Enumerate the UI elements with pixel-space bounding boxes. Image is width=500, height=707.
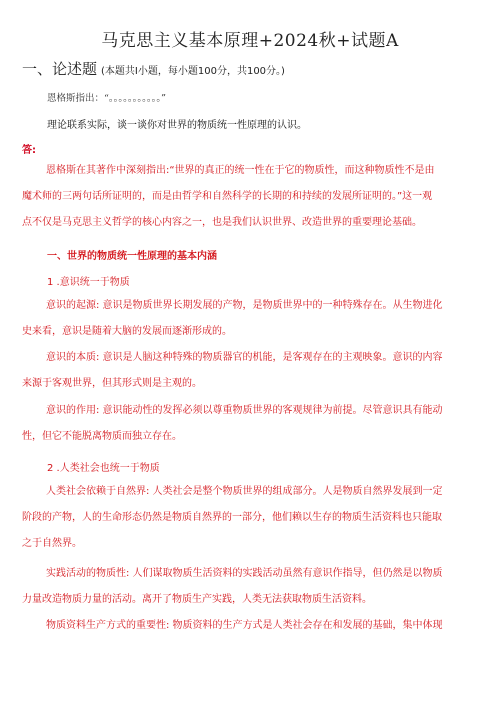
paragraph-line: 点不仅是马克思主义哲学的核心内容之一，也是我们认识世界、改造世界的重要理论基础。 bbox=[22, 217, 422, 228]
paragraph-line: 物质资料生产方式的重要性: 物质资料的生产方式是人类社会存在和发展的基础，集中体现 bbox=[46, 620, 443, 631]
subheading-consciousness: 1 .意识统一于物质 bbox=[47, 277, 130, 288]
subheading-society: 2 .人类社会也统一于物质 bbox=[47, 463, 160, 474]
paragraph-line: 之于自然界。 bbox=[22, 538, 82, 549]
paragraph-line: 史来看，意识是随着大脑的发展而逐渐形成的。 bbox=[22, 326, 232, 337]
paragraph-line: 力量改造物质力量的活动。离开了物质生产实践，人类无法获取物质生活资料。 bbox=[22, 594, 372, 605]
paragraph-line: 阶段的产物，人的生命形态仍然是物质自然界的一部分，他们赖以生存的物质生活资料也只能取 bbox=[22, 512, 442, 523]
heading-principle: 一、世界的物质统一性原理的基本内涵 bbox=[47, 251, 217, 262]
paragraph-line: 意识的作用: 意识能动性的发挥必须以尊重物质世界的客观规律为前提。尽管意识具有能动 bbox=[46, 405, 443, 416]
question-text: 理论联系实际，谈一谈你对世界的物质统一性原理的认识。 bbox=[47, 120, 307, 131]
paragraph-nature bbox=[22, 345, 482, 397]
paragraph-line: 恩格斯在其著作中深刻指出:“世界的真正的统一性在于它的物质性，而这种物质性不是由 bbox=[46, 165, 435, 176]
intro-paragraph bbox=[22, 158, 482, 236]
answer-label: 答: bbox=[22, 145, 36, 156]
paragraph-practice bbox=[22, 561, 482, 613]
section-heading-text: 一、论述题 bbox=[22, 60, 98, 78]
quote-line: 恩格斯指出：“。。。。。。。。。。。” bbox=[47, 93, 166, 104]
paragraph-role bbox=[22, 398, 482, 450]
section-note: (本题共I小题，每小题100分，共100分。) bbox=[101, 66, 285, 77]
paragraph-line: 人类社会依赖于自然界: 人类社会是整个物质世界的组成部分。人是物质自然界发展到一定 bbox=[46, 486, 443, 497]
paragraph-line: 来源于客观世界，但其形式则是主观的。 bbox=[22, 378, 202, 389]
paragraph-line: 性，但它不能脱离物质而独立存在。 bbox=[22, 431, 182, 442]
paragraph-line: 意识的本质: 意识是人脑这种特殊的物质器官的机能，是客观存在的主观映象。意识的内容 bbox=[46, 352, 443, 363]
paragraph-line: 意识的起源: 意识是物质世界长期发展的产物，是物质世界中的一种特殊存在。从生物进化 bbox=[46, 300, 443, 311]
paragraph-nature-dependence bbox=[22, 479, 482, 557]
paragraph-origin bbox=[22, 293, 482, 345]
page-title: 马克思主义基本原理+2024秋+试题A bbox=[101, 31, 399, 51]
paragraph-line: 魔术师的三两句话所证明的，而是由哲学和自然科学的长期的和持续的发展所证明的。”这一观 bbox=[22, 191, 433, 202]
paragraph-production-mode bbox=[22, 613, 482, 639]
paragraph-line: 实践活动的物质性: 人们谋取物质生活资料的实践活动虽然有意识作指导，但仍然是以物质 bbox=[46, 568, 443, 579]
section-heading bbox=[22, 58, 285, 79]
